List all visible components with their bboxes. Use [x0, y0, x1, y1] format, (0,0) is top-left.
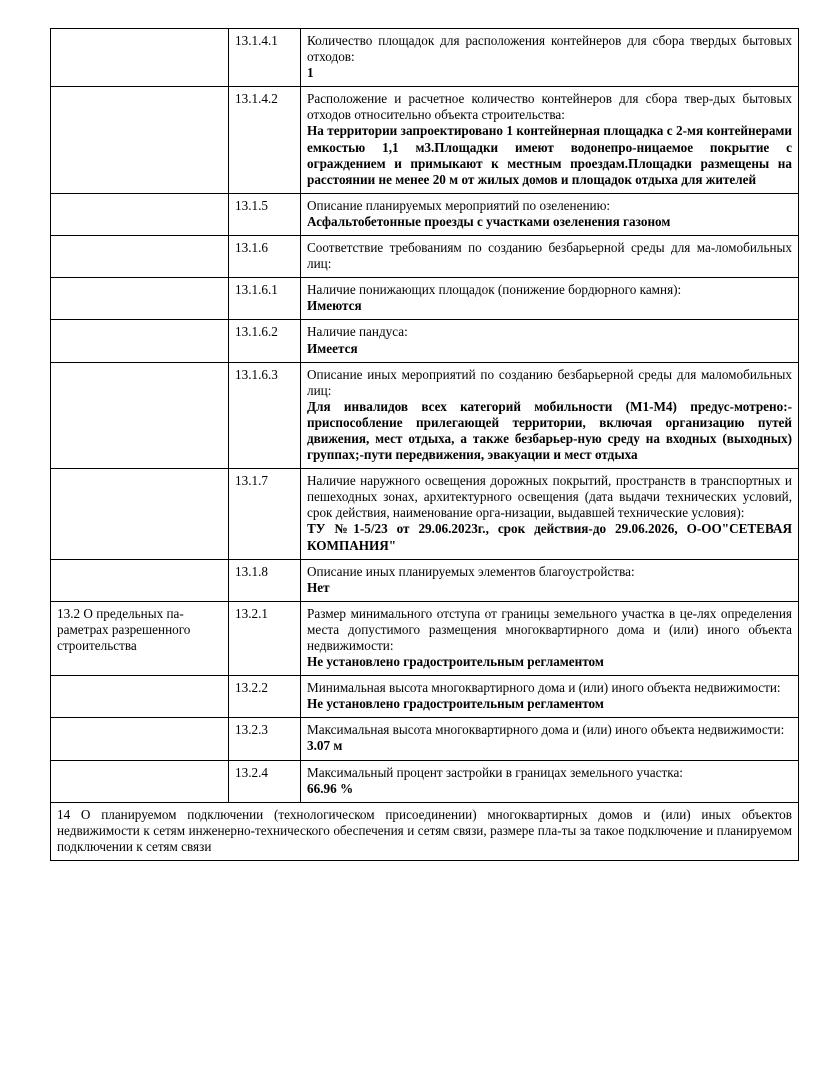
- row-value: ТУ №1-5/23 от 29.06.2023г., срок действия-до 29.06.2026, О-ОО"СЕТЕВАЯ КОМПАНИЯ": [307, 521, 792, 553]
- row-content-cell: [301, 193, 799, 235]
- table-row: [51, 29, 799, 87]
- row-label: Описание иных мероприятий по созданию безбарьерной среды для маломобильных лиц:: [307, 366, 792, 398]
- table-row: [51, 236, 799, 278]
- row-code-cell: [229, 236, 301, 278]
- row-label: Количество площадок для расположения контейнеров для сбора твердых бытовых отходов:: [307, 33, 792, 65]
- row-code-cell: [229, 29, 301, 87]
- row-label: Максимальный процент застройки в границах земельного участка:: [307, 764, 683, 780]
- row-code: 13.1.4.1: [235, 33, 278, 48]
- row-section-cell: [51, 718, 229, 760]
- row-label: Размер минимального отступа от границы земельного участка в це-лях определения места допустимого размещения многоквартирного дома и (или) иного объекта недвижимости:: [307, 605, 792, 653]
- row-code: 13.2.2: [235, 680, 268, 696]
- table-row: [51, 676, 799, 718]
- row-code-cell: [229, 760, 301, 802]
- row-code-cell: [229, 676, 301, 718]
- row-value: Имеется: [307, 340, 358, 356]
- row-value: 1: [307, 65, 314, 81]
- footer-cell: [51, 802, 799, 860]
- row-code: 13.1.6.2: [235, 324, 278, 340]
- section-label: 13.2 О предельных па-раметрах разрешенного строительства: [57, 605, 191, 653]
- row-content-cell: [301, 236, 799, 278]
- table-row: [51, 760, 799, 802]
- row-label: Соответствие требованиям по созданию безбарьерной среды для ма-ломобильных лиц:: [307, 240, 792, 272]
- row-label: Расположение и расчетное количество контейнеров для сбора твер-дых бытовых отходов относительно объекта строительства:: [307, 91, 792, 123]
- table-row: [51, 193, 799, 235]
- row-content-cell: [301, 320, 799, 362]
- row-code: 13.1.6.1: [235, 282, 278, 298]
- row-value: Не установлено градостроительным регламентом: [307, 696, 604, 712]
- table-row: [51, 362, 799, 469]
- table-row: [51, 278, 799, 320]
- row-content-cell: [301, 760, 799, 802]
- row-section-cell: [51, 559, 229, 601]
- row-code: 13.1.5: [235, 197, 268, 213]
- row-value: 66.96 %: [307, 780, 354, 796]
- row-code: 13.1.4.2: [235, 91, 278, 107]
- row-code: 13.1.8: [235, 563, 268, 579]
- row-code-cell: [229, 559, 301, 601]
- row-label: Минимальная высота многоквартирного дома и (или) иного объекта недвижимости:: [307, 680, 781, 696]
- row-label: Описание планируемых мероприятий по озеленению:: [307, 197, 611, 213]
- row-label: Наличие пандуса:: [307, 324, 408, 340]
- row-code-cell: [229, 362, 301, 469]
- row-value: Имеются: [307, 298, 362, 314]
- row-code-cell: [229, 718, 301, 760]
- footer-text: 14 О планируемом подключении (технологическом присоединении) многоквартирных домов и (или) иных объектов недвижимости к сетям инженерно-технического обеспечения и сетям связи, размере пла-ты за такое подключение и планируемом подключении к сетям связи: [57, 806, 792, 854]
- row-content-cell: [301, 601, 799, 675]
- row-code-cell: [229, 278, 301, 320]
- row-section-cell: [51, 278, 229, 320]
- row-value: Асфальтобетонные проезды с участками озеленения газоном: [307, 213, 671, 229]
- row-code: 13.2.3: [235, 722, 268, 738]
- row-label: Максимальная высота многоквартирного дома и (или) иного объекта недвижимости:: [307, 722, 785, 738]
- row-content-cell: [301, 278, 799, 320]
- row-section-cell: [51, 362, 229, 469]
- row-code: 13.2.4: [235, 764, 268, 780]
- table-row: [51, 87, 799, 194]
- row-label: Описание иных планируемых элементов благоустройства:: [307, 563, 635, 579]
- row-content-cell: [301, 469, 799, 559]
- row-code: 13.1.6.3: [235, 366, 278, 382]
- parameters-table: [50, 28, 799, 861]
- row-label: Наличие наружного освещения дорожных покрытий, пространств в транспортных и пешеходных зонах, архитектурного освещения (дата выдачи технических условий, срок действия, наименование орга-низации, выдавшей технические условия):: [307, 473, 792, 521]
- row-section-cell: [51, 469, 229, 559]
- row-label: Наличие понижающих площадок (понижение бордюрного камня):: [307, 282, 682, 298]
- row-code-cell: [229, 469, 301, 559]
- row-content-cell: [301, 559, 799, 601]
- row-section-cell: [51, 193, 229, 235]
- row-value: Нет: [307, 579, 330, 595]
- row-value: На территории запроектировано 1 контейнерная площадка с 2-мя контейнерами емкостью 1,1 м3.Площадки имеют водонепро-ницаемое покрытие с ограждением и примыкают к местным проездам.Площадки размещены на расстоянии не менее 20 м от жилых домов и площадок отдыха для жителей: [307, 123, 792, 187]
- row-code-cell: [229, 87, 301, 194]
- table-row: [51, 601, 799, 675]
- row-value: Для инвалидов всех категорий мобильности (М1-М4) предус-мотрено:-приспособление прилегающей территории, включая организацию путей движения, мест отдыха, а также безбарьер-ную среду на входных (выходных) группах;-пути передвижения, эвакуации и мест отдыха: [307, 398, 792, 463]
- row-code-cell: [229, 601, 301, 675]
- row-content-cell: [301, 29, 799, 87]
- row-code-cell: [229, 320, 301, 362]
- table-row: [51, 320, 799, 362]
- table-row: [51, 469, 799, 559]
- table-footer-row: [51, 802, 799, 860]
- row-section-cell: [51, 236, 229, 278]
- row-code: 13.2.1: [235, 605, 268, 621]
- table-row: [51, 559, 799, 601]
- row-code-cell: [229, 193, 301, 235]
- row-section-cell: [51, 320, 229, 362]
- row-code: 13.1.7: [235, 473, 268, 489]
- row-section-cell: [51, 29, 229, 87]
- row-section-cell: [51, 676, 229, 718]
- row-section-cell: [51, 601, 229, 675]
- row-section-cell: [51, 87, 229, 194]
- table-body: [51, 29, 799, 861]
- row-value: Не установлено градостроительным регламентом: [307, 654, 604, 670]
- row-section-cell: [51, 760, 229, 802]
- row-content-cell: [301, 718, 799, 760]
- row-content-cell: [301, 362, 799, 469]
- row-content-cell: [301, 87, 799, 194]
- row-code: 13.1.6: [235, 240, 268, 256]
- row-content-cell: [301, 676, 799, 718]
- row-value: 3.07 м: [307, 738, 343, 754]
- table-row: [51, 718, 799, 760]
